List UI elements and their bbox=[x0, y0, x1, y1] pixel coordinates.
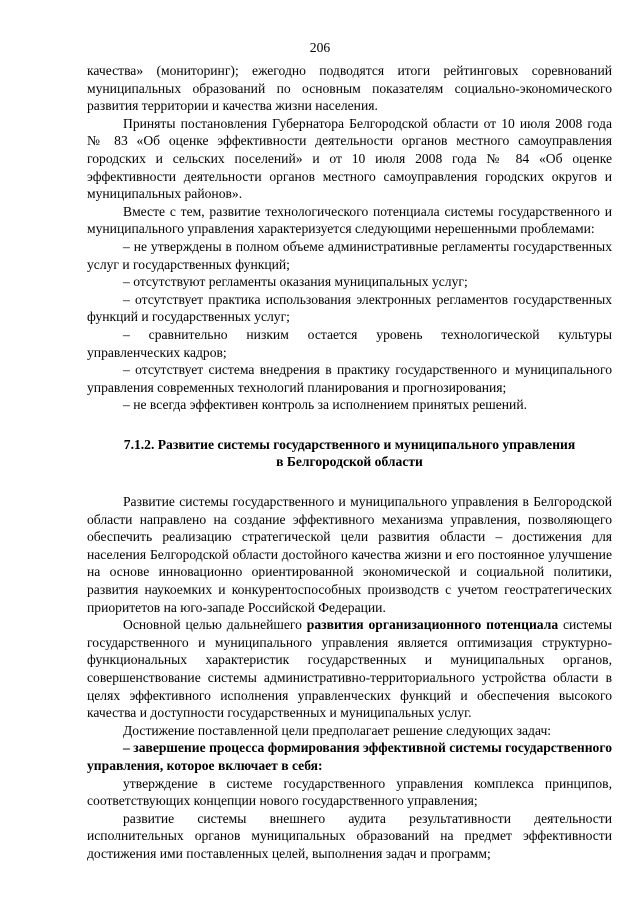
paragraph: утверждение в системе государственного управления комплекса принципов, соответствующих концепции нового государственного управления; bbox=[87, 775, 612, 809]
section-heading-line: 7.1.2. Развитие системы государственного и муниципального управления bbox=[123, 436, 576, 452]
paragraph-text: Основной целью дальнейшего bbox=[123, 617, 307, 633]
paragraph: Достижение поставленной цели предполагает решение следующих задач: bbox=[123, 722, 552, 738]
section-heading-line: в Белгородской области bbox=[276, 454, 423, 470]
page-number: 206 bbox=[309, 40, 331, 55]
problem-list-item: – не всегда эффективен контроль за исполнением принятых решений. bbox=[123, 397, 527, 413]
paragraph: Развитие системы государственного и муниципального управления в Белгородской области направлено на создание эффективного механизма управления, позволяющего обеспечить реализацию стратегической цели развития области – достижения для населения Белгородской области достойного качества жизни и его постоянное улучшение на основе инновационно ориентированной экономической и социальной политики, развития наукоемких и конкурентоспособных производств с учетом геостратегических приоритетов на юго-западе Российской Федерации. bbox=[87, 494, 612, 615]
task-heading bbox=[87, 739, 612, 774]
problem-list-item: – не утверждены в полном объеме административные регламенты государственных услуг и государственных функций; bbox=[87, 238, 612, 272]
paragraph: Вместе с тем, развитие технологического потенциала системы государственного и муниципального управления характеризуется следующими нерешенными проблемами: bbox=[87, 203, 612, 237]
problem-list-item: – отсутствует система внедрения в практику государственного и муниципального управления современных технологий планирования и прогнозирования; bbox=[87, 362, 612, 395]
paragraph: развитие системы внешнего аудита результативности деятельности исполнительных органов муниципальных образований на предмет эффективности достижения ими поставленных целей, выполнения задач и программ; bbox=[87, 810, 612, 861]
section-heading bbox=[87, 436, 612, 471]
problem-list-item: – отсутствуют регламенты оказания муниципальных услуг; bbox=[123, 274, 468, 290]
problem-list-item: – отсутствует практика использования электронных регламентов государственных функций и государственных услуг; bbox=[87, 291, 612, 325]
paragraph: качества» (мониторинг); ежегодно подводятся итоги рейтинговых соревнований муниципальных образований по основным показателям социально-экономического развития территории и качества жизни населения. bbox=[87, 63, 612, 114]
paragraph-text: системы государственного и муниципального управления является оптимизация структурно-функциональных характеристик государственных и муниципальных органов, совершенствование системы административно-территориального устройства области в целях эффективного исполнения управленческих функций и обеспечения высокого качества и доступности государственных и муниципальных услуг. bbox=[87, 617, 613, 721]
paragraph: Приняты постановления Губернатора Белгородской области от 10 июля 2008 года № 83 «Об оценке эффективности деятельности органов местного самоуправления городских и сельских поселений» и от 10 июля 2008 года № 84 «Об оценке эффективности деятельности органов местного самоуправления городских округов и муниципальных районов». bbox=[87, 115, 612, 202]
paragraph bbox=[87, 616, 612, 722]
bold-phrase: развития организационного потенциала bbox=[306, 617, 559, 633]
page-content bbox=[87, 62, 612, 863]
problem-list-item: – сравнительно низким остается уровень технологической культуры управленческих кадров; bbox=[87, 326, 612, 360]
bold-phrase: – завершение процесса формирования эффективной системы государственного управления, которое включает в себя: bbox=[87, 740, 612, 773]
